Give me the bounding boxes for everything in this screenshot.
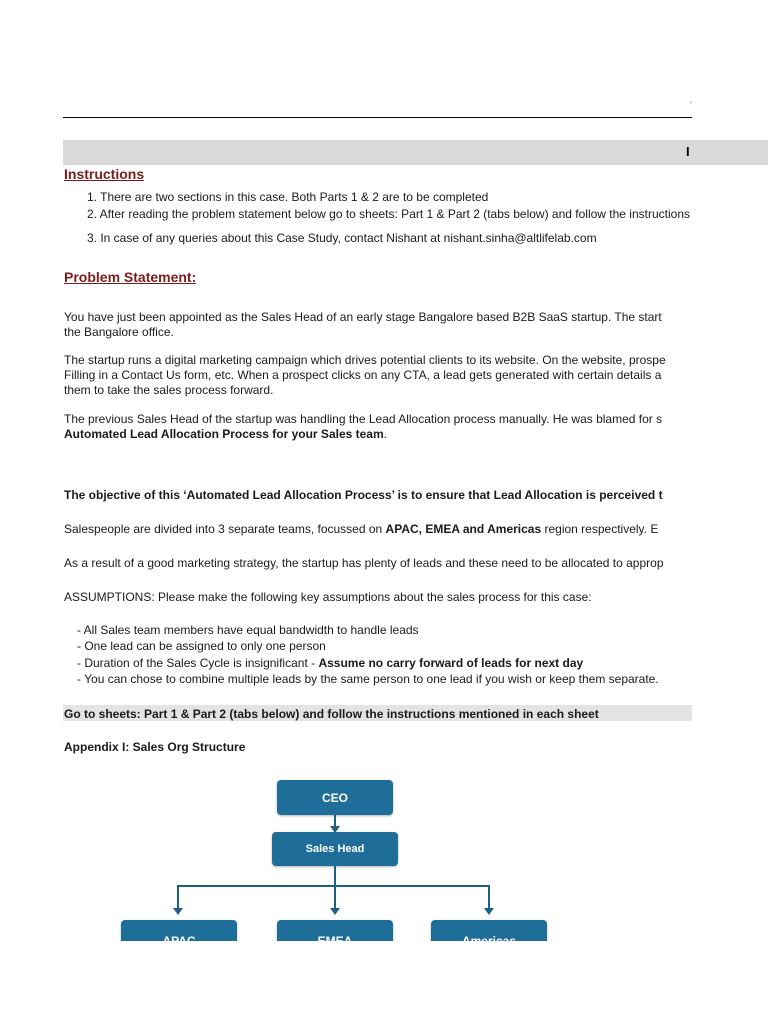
header-band bbox=[63, 140, 768, 165]
emea-arrowhead bbox=[330, 908, 340, 915]
problem-paragraph-2-line-2: Filling in a Contact Us form, etc. When a prospect clicks on any CTA, a lead gets generated with certain details a bbox=[64, 368, 662, 382]
americas-arrowhead bbox=[484, 908, 494, 915]
page-crop-mask bbox=[0, 941, 768, 1024]
assumption-item-2: - One lead can be assigned to only one person bbox=[77, 639, 326, 653]
problem-paragraph-2-line-3: them to take the sales process forward. bbox=[64, 383, 274, 397]
org-ceo-box: CEO bbox=[277, 780, 393, 815]
appendix-heading: Appendix I: Sales Org Structure bbox=[64, 740, 246, 754]
sales-head-stem-connector bbox=[334, 866, 336, 886]
americas-connector bbox=[488, 885, 490, 910]
instruction-item-3: 3. In case of any queries about this Case Study, contact Nishant at nishant.sinha@altlifelab.com bbox=[87, 231, 597, 245]
problem-paragraph-2-line-1: The startup runs a digital marketing campaign which drives potential clients to its website. On the website, prospe bbox=[64, 353, 666, 367]
header-rule bbox=[63, 117, 692, 118]
problem-paragraph-3-line-2: Automated Lead Allocation Process for your Sales team. bbox=[64, 427, 387, 441]
go-to-sheets-note: Go to sheets: Part 1 & Part 2 (tabs below) and follow the instructions mentioned in each sheet bbox=[64, 707, 599, 721]
apac-arrowhead bbox=[173, 908, 183, 915]
assumptions-intro: ASSUMPTIONS: Please make the following key assumptions about the sales process for this case: bbox=[64, 590, 592, 604]
marketing-statement: As a result of a good marketing strategy, the startup has plenty of leads and these need to be allocated to approp bbox=[64, 556, 664, 570]
problem-statement-heading: Problem Statement: bbox=[64, 269, 197, 285]
objective-statement: The objective of this ‘Automated Lead Allocation Process’ is to ensure that Lead Allocation is perceived t bbox=[64, 488, 663, 502]
teams-statement: Salespeople are divided into 3 separate teams, focussed on APAC, EMEA and Americas region respectively. E bbox=[64, 522, 659, 536]
header-band-glyph: I bbox=[686, 144, 690, 159]
apac-connector bbox=[177, 885, 179, 910]
assumption-item-4: - You can chose to combine multiple leads by the same person to one lead if you wish or keep them separate. bbox=[77, 672, 659, 686]
problem-paragraph-3-line-1: The previous Sales Head of the startup was handling the Lead Allocation process manually. He was blamed for s bbox=[64, 412, 663, 426]
assumption-item-3: - Duration of the Sales Cycle is insignificant - Assume no carry forward of leads for next day bbox=[77, 656, 584, 670]
regions-emphasis: APAC, EMEA and Americas bbox=[385, 522, 542, 536]
org-sales-head-box: Sales Head bbox=[272, 832, 398, 866]
automated-process-emphasis: Automated Lead Allocation Process for your Sales team bbox=[64, 427, 384, 441]
assumption-item-1: - All Sales team members have equal bandwidth to handle leads bbox=[77, 623, 419, 637]
corner-mark: ' bbox=[690, 100, 692, 110]
no-carry-forward-emphasis: Assume no carry forward of leads for next day bbox=[318, 656, 584, 670]
instruction-item-2: 2. After reading the problem statement below go to sheets: Part 1 & Part 2 (tabs below) and follow the instructions bbox=[87, 207, 690, 221]
problem-paragraph-1-line-2: the Bangalore office. bbox=[64, 325, 174, 339]
instruction-item-1: 1. There are two sections in this case. Both Parts 1 & 2 are to be completed bbox=[87, 190, 489, 204]
problem-paragraph-1-line-1: You have just been appointed as the Sales Head of an early stage Bangalore based B2B SaaS startup. The start bbox=[64, 310, 662, 324]
emea-connector bbox=[334, 886, 336, 910]
instructions-heading: Instructions bbox=[64, 166, 145, 182]
